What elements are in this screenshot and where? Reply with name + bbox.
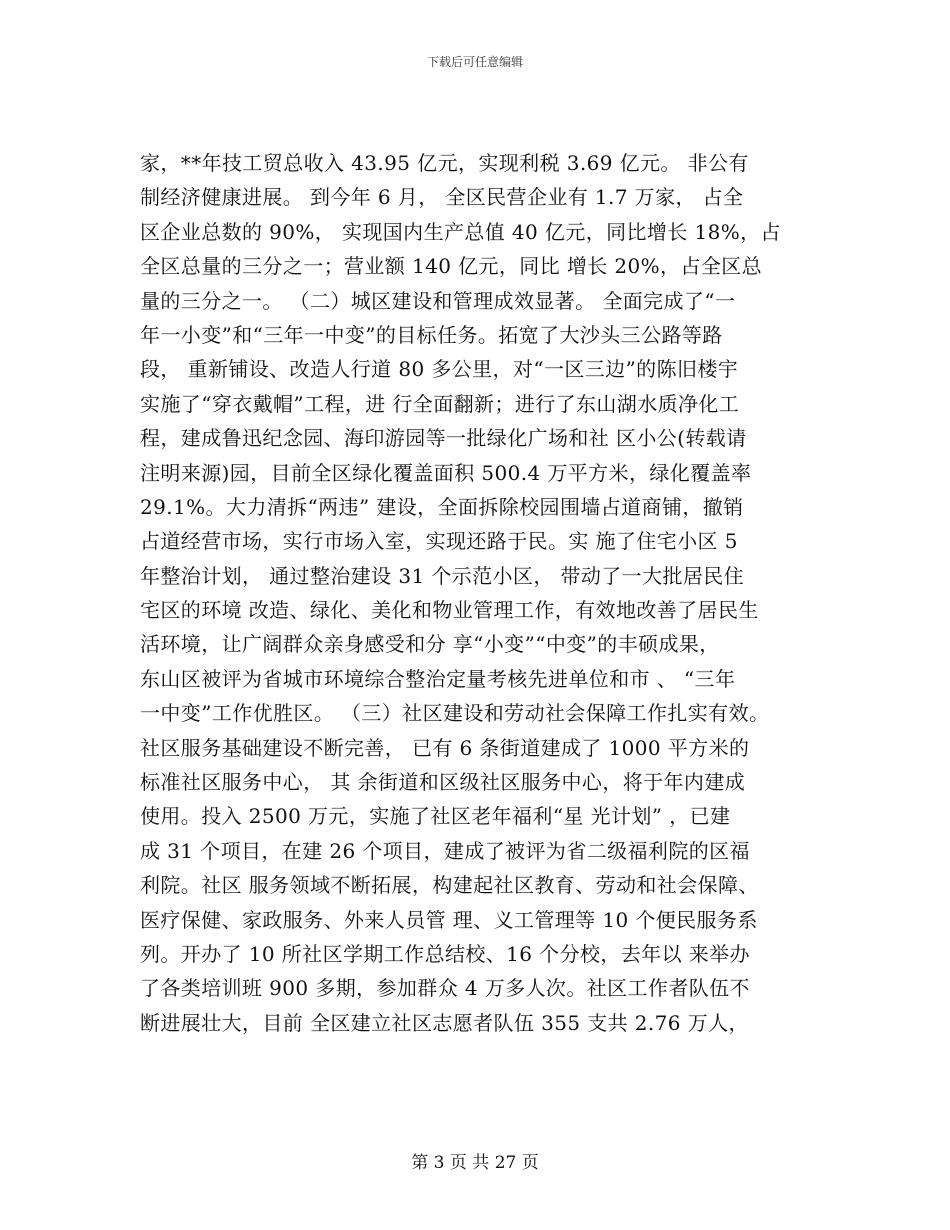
page-number: 第 3 页 共 27 页	[411, 1153, 539, 1173]
text-line: 实施了“穿衣戴帽”工程，进 行全面翻新；进行了东山湖水质净化工	[140, 391, 740, 416]
text-line: 社区服务基础建设不断完善， 已有 6 条街道建成了 1000 平方米的	[140, 735, 750, 760]
text-line: 使用。投入 2500 万元，实施了社区老年福利“星 光计划” ，已建	[140, 804, 731, 829]
text-line: 一中变”工作优胜区。 （三）社区建设和劳动社会保障工作扎实有效。	[140, 701, 770, 726]
text-line: 标准社区服务中心， 其 余街道和区级社区服务中心，将于年内建成	[140, 770, 746, 795]
text-line: 量的三分之一。 （二）城区建设和管理成效显著。 全面完成了“一	[140, 288, 736, 313]
text-line: 家，**年技工贸总收入 43.95 亿元，实现利税 3.69 亿元。 非公有	[140, 151, 749, 175]
document-body	[140, 146, 840, 1040]
text-line: 了各类培训班 900 多期，参加群众 4 万多人次。社区工作者队伍不	[140, 976, 750, 1001]
text-line: 宅区的环境 改造、绿化、美化和物业管理工作，有效地改善了居民生	[140, 598, 759, 623]
text-line: 注明来源)园，目前全区绿化覆盖面积 500.4 万平方米，绿化覆盖率	[140, 460, 752, 485]
text-line: 列。开办了 10 所社区学期工作总结校、16 个分校，去年以 来举办	[140, 941, 750, 966]
text-line: 年一小变”和“三年一中变”的目标任务。拓宽了大沙头三公路等路	[140, 322, 723, 347]
text-line: 区企业总数的 90%， 实现国内生产总值 40 亿元，同比增长 18%，占	[140, 219, 781, 244]
text-line: 活环境，让广阔群众亲身感受和分 享“小变”“中变”的丰硕成果，	[140, 632, 720, 657]
text-line: 年整治计划， 通过整治建设 31 个示范小区， 带动了一大批居民住	[140, 563, 745, 588]
text-line: 段， 重新铺设、改造人行道 80 多公里，对“一区三边”的陈旧楼宇	[140, 357, 739, 382]
text-line: 制经济健康进展。 到今年 6 月， 全区民营企业有 1.7 万家， 占全	[140, 185, 744, 210]
text-line: 医疗保健、家政服务、外来人员管 理、义工管理等 10 个便民服务系	[140, 907, 758, 932]
page-header: 下载后可任意编辑	[426, 55, 523, 69]
text-line: 程，建成鲁迅纪念园、海印游园等一批绿化广场和社 区小公(转载请	[140, 426, 747, 451]
text-line: 29.1%。大力清拆“两违” 建设，全面拆除校园围墙占道商铺，撤销	[140, 494, 744, 519]
text-line: 全区总量的三分之一；营业额 140 亿元，同比 增长 20%，占全区总	[140, 254, 763, 279]
text-line: 成 31 个项目，在建 26 个项目，建成了被评为省二级福利院的区福	[140, 838, 750, 863]
text-line: 占道经营市场，实行市场入室，实现还路于民。实 施了住宅小区 5	[140, 529, 738, 554]
text-line: 东山区被评为省城市环境综合整治定量考核先进单位和市 、 “三年	[140, 666, 736, 691]
text-line: 断进展壮大，目前 全区建立社区志愿者队伍 355 支共 2.76 万人，	[140, 1010, 749, 1035]
text-line: 利院。社区 服务领域不断拓展，构建起社区教育、劳动和社会保障、	[140, 873, 759, 898]
